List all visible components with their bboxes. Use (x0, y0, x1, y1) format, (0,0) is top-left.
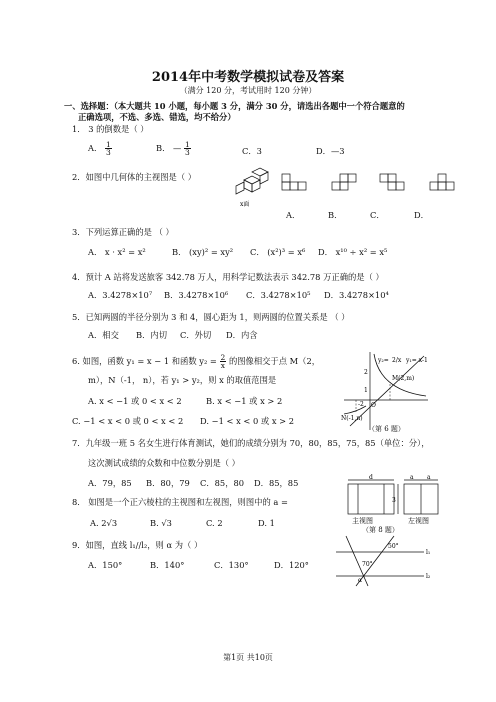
q3-option-d: D． x¹⁰ ÷ x² = x⁵ (318, 247, 388, 257)
q6-option-c: C. −1 < x < 0 或 0 < x < 2 (72, 416, 184, 426)
q1-stem: 1． 3 的倒数是（ ） (72, 124, 149, 134)
q8-fig-a1: a (410, 474, 414, 481)
q8-option-d: D. 1 (258, 518, 275, 528)
q4-stem: 4．预计 A 站将发送旅客 342.78 万人，用科学记数法表示 342.78 万正确的是（ ） (72, 272, 384, 282)
frac-numerator: 1 (105, 140, 111, 149)
q1-a-fraction (105, 141, 112, 156)
q7-option-d: D．85，85 (254, 478, 299, 488)
q1-b-label: B． — (156, 143, 182, 153)
q6-fig-tick1: 1 (364, 387, 368, 394)
frac-denominator: 3 (184, 148, 190, 157)
q2-option-c: C． (370, 210, 385, 220)
section-heading-line1: 一、选择题：（本大题共 10 小题，每小题 3 分，满分 30 分，请选出各题中一个符合题意的 (64, 101, 405, 111)
q6-line2: m），N（-1， n），若 y₁ > y₂，则 x 的取值范围是 (88, 375, 277, 385)
q6-fig-tick2: 2 (364, 369, 368, 376)
q1-b-fraction (184, 141, 191, 156)
q9-fig-70: 70° (362, 561, 373, 568)
q9-option-a: A．150° (88, 560, 123, 570)
page-footer: 第1页 共10页 (223, 653, 273, 662)
q6-line1-end: 的图像相交于点 M（2， (228, 356, 321, 366)
q2-option-d: D． (414, 210, 429, 220)
frac-numerator: 2 (220, 353, 226, 362)
frac-numerator: 1 (184, 140, 190, 149)
q8-option-a: A. 2√3 (90, 518, 118, 528)
q9-figure (326, 532, 436, 588)
q1-option-c: C．3 (242, 146, 262, 156)
q6-fig-m: M(2,m) (392, 375, 415, 382)
q5-option-c: C．外切 (180, 330, 212, 340)
q2-option-a: A． (286, 210, 301, 220)
q1-option-b (156, 141, 191, 156)
q8-fig-d: d (369, 474, 373, 481)
q8-figure (338, 474, 448, 532)
q6-fig-y1: y₁= x-1 (406, 357, 428, 364)
q8-caption: （第 8 题） (362, 526, 399, 534)
q8-fig-a2: a (427, 474, 431, 481)
q8-option-c: C. 2 (206, 518, 223, 528)
q6-line1-start: 6. 如图，函数 y₁ = x − 1 和函数 y₂ = (72, 356, 217, 366)
q3-option-a: A． x · x² = x² (88, 247, 146, 257)
q7-option-b: B．80，79 (146, 478, 190, 488)
q3-option-c: C． (x²)³ = x⁶ (250, 247, 306, 257)
q8-fig-left: 左视图 (408, 517, 429, 525)
q6-fig-tickm2: -2 (358, 401, 364, 408)
q6-option-b: B. x < −1 或 x > 2 (206, 396, 283, 406)
q9-option-d: D．120° (274, 560, 309, 570)
q2-figures (236, 164, 476, 216)
q5-option-b: B．内切 (136, 330, 167, 340)
q9-fig-alpha: α (358, 577, 363, 584)
page-title: 2014年中考数学模拟试卷及答案 (151, 70, 345, 85)
q1-option-a (88, 141, 112, 156)
q7-option-c: C．85，80 (200, 478, 245, 488)
q6-fig-y2frac: 2/x (392, 357, 402, 364)
q9-option-b: B．140° (150, 560, 185, 570)
q4-option-c: C．3.4278×10⁵ (246, 290, 311, 300)
frac-denominator: x (220, 361, 226, 370)
q5-option-d: D．内含 (226, 330, 258, 340)
q4-option-d: D．3.4278×10⁴ (324, 290, 389, 300)
q6-caption: （第 6 题） (368, 425, 405, 433)
q8-fig-three: 3 (392, 497, 396, 504)
q3-option-b: B． (xy)² = xy² (172, 247, 234, 257)
q4-option-b: B．3.4278×10⁶ (164, 290, 229, 300)
q7-line1: 7．九年级一班 5 名女生进行体育测试，她们的成绩分别为 70，80，85，75，85（单位：分）， (72, 438, 430, 448)
q6-fig-y2: y₂= (378, 357, 389, 364)
q4-option-a: A．3.4278×10⁷ (88, 290, 153, 300)
q9-fig-l1: l₁ (426, 549, 431, 556)
q8-fig-main: 主视图 (352, 517, 373, 525)
frac-denominator: 3 (105, 148, 111, 157)
q6-fraction (220, 354, 227, 369)
q2-option-b: B． (328, 210, 343, 220)
q9-stem: 9．如图，直线 l₁//l₂，则 α 为（ ） (72, 540, 203, 550)
exam-subtitle: （满分 120 分，考试用时 120 分钟） (179, 86, 317, 95)
q7-line2: 这次测试成绩的众数和中位数分别是（ ） (88, 458, 240, 468)
q9-option-c: C．130° (214, 560, 249, 570)
q5-stem: 5．已知两圆的半径分别为 3 和 4，圆心距为 1，则两圆的位置关系是 （ ） (72, 312, 350, 322)
q8-stem: 8． 如图是一个正六棱柱的主视图和左视图，则图中的 a = (72, 497, 288, 507)
q2-solid-figure (236, 168, 268, 194)
q6-graph (340, 350, 430, 434)
q6-option-d: D. −1 < x < 0 或 x > 2 (200, 416, 295, 426)
q8-option-b: B. √3 (150, 518, 172, 528)
q1-a-label: A． (88, 143, 103, 153)
q6-fig-n: N(-1,n) (341, 415, 363, 422)
q9-fig-l2: l₂ (426, 573, 431, 580)
q2-fig-label: x面 (240, 201, 250, 208)
section-heading-line2: 正确选项，不选、多选、错选，均不给分） (78, 112, 236, 122)
q6-line1 (72, 354, 320, 369)
q7-option-a: A．79，85 (88, 478, 132, 488)
q9-fig-50: 50° (388, 543, 399, 550)
q6-fig-o: O (371, 402, 376, 409)
q5-option-a: A．相交 (88, 330, 119, 340)
q6-option-a: A. x < −1 或 0 < x < 2 (88, 396, 182, 406)
q3-stem: 3．下列运算正确的是 （ ） (72, 227, 174, 237)
q2-stem: 2．如图中几何体的主视图是（ ） (72, 172, 197, 182)
q1-option-d: D．—3 (316, 146, 345, 156)
q2-option-views (282, 174, 454, 190)
